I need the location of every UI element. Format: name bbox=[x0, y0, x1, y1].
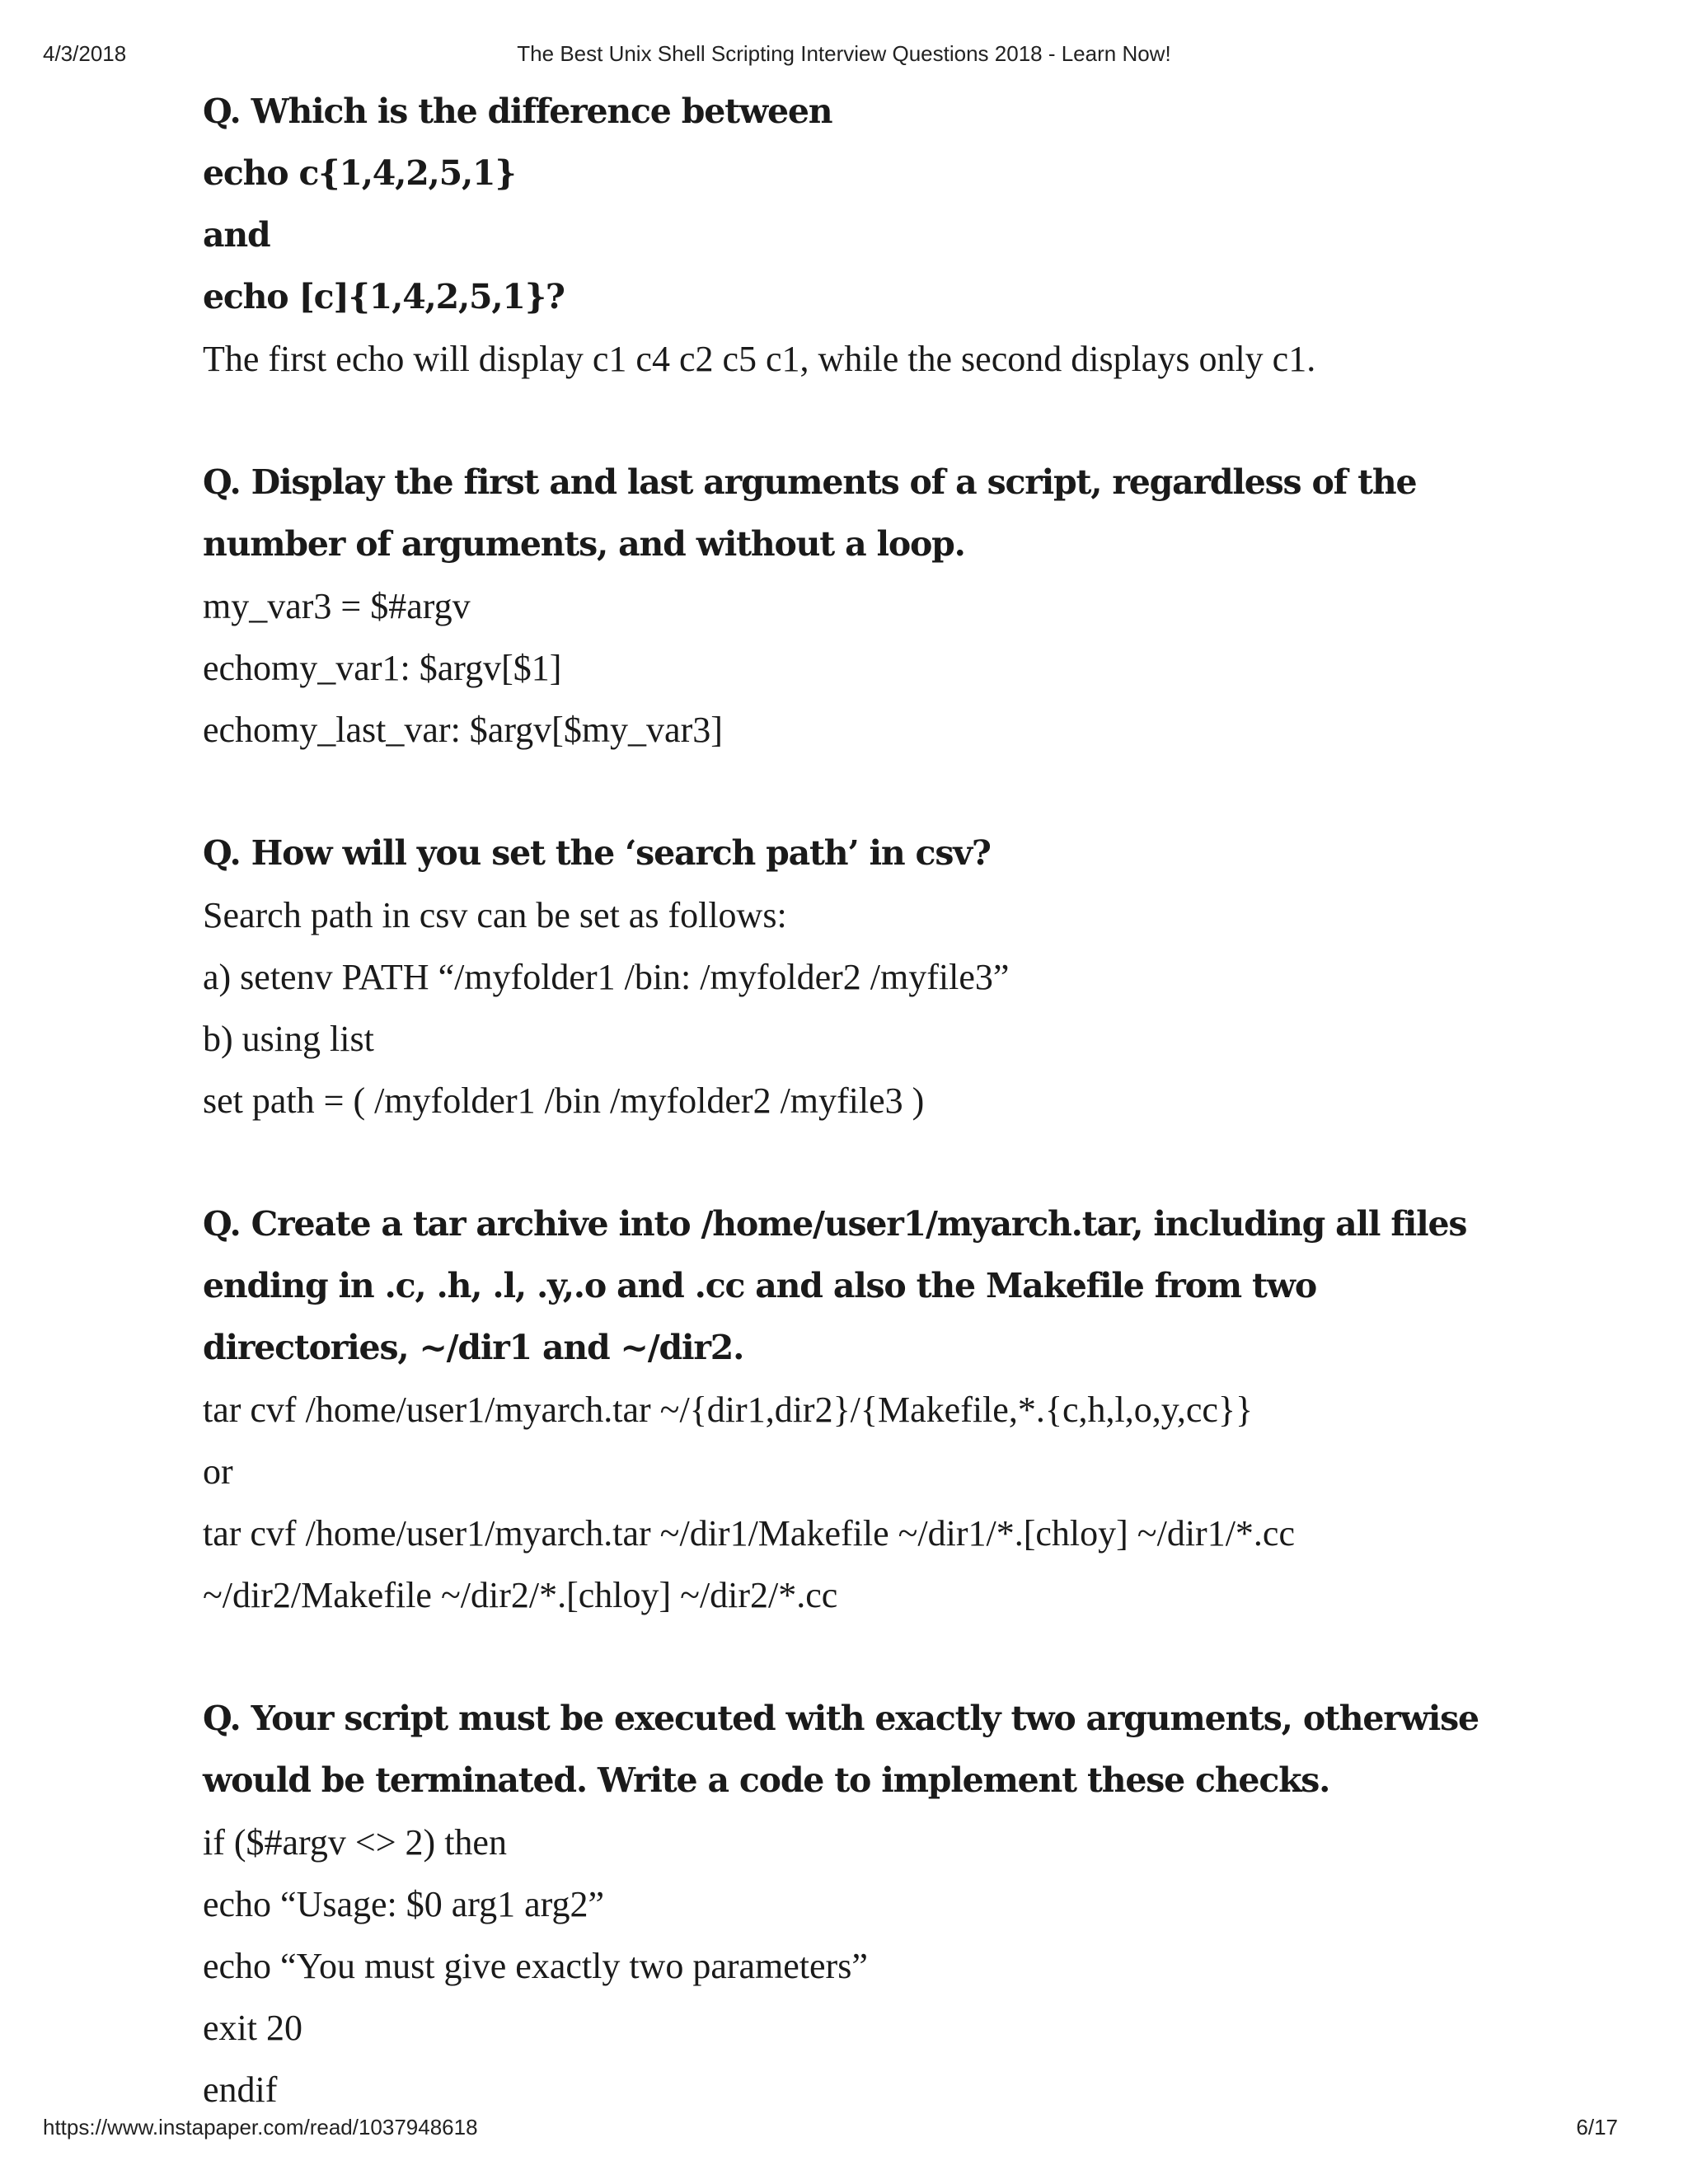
answer-line: or bbox=[203, 1451, 233, 1492]
answer-line: echo “Usage: $0 arg1 arg2” bbox=[203, 1884, 605, 1924]
answer-line: tar cvf /home/user1/myarch.tar ~/{dir1,dir2}/{Makefile,*.{c,h,l,o,y,cc}} bbox=[203, 1390, 1254, 1430]
answer-line: tar cvf /home/user1/myarch.tar ~/dir1/Makefile ~/dir1/*.[chloy] ~/dir1/*.cc bbox=[203, 1513, 1295, 1554]
answer-line: echo “You must give exactly two parameters” bbox=[203, 1946, 868, 1986]
question-line: number of arguments, and without a loop. bbox=[203, 524, 965, 564]
answer-line: echomy_last_var: $argv[$my_var3] bbox=[203, 710, 723, 750]
question-line: Q. Create a tar archive into /home/user1/myarch.tar, including all files bbox=[203, 1204, 1467, 1244]
question-line: echo c{1,4,2,5,1} bbox=[203, 153, 516, 193]
question-line: echo [c]{1,4,2,5,1}? bbox=[203, 277, 565, 316]
question-line: ending in .c, .h, .l, .y,.o and .cc and also the Makefile from two bbox=[203, 1266, 1316, 1305]
qa-item bbox=[203, 823, 1489, 1132]
article-body bbox=[203, 81, 1489, 2121]
question-line: would be terminated. Write a code to implement these checks. bbox=[203, 1760, 1330, 1800]
print-date: 4/3/2018 bbox=[43, 41, 127, 66]
answer-line: b) using list bbox=[203, 1019, 374, 1059]
answer-line: my_var3 = $#argv bbox=[203, 586, 471, 626]
print-footer bbox=[0, 2115, 1688, 2143]
print-url: https://www.instapaper.com/read/1037948618 bbox=[43, 2115, 478, 2139]
answer-line: set path = ( /myfolder1 /bin /myfolder2 /myfile3 ) bbox=[203, 1080, 925, 1121]
question-line: Q. Which is the difference between bbox=[203, 91, 832, 131]
page-number: 6/17 bbox=[1576, 2115, 1618, 2139]
qa-item bbox=[203, 81, 1489, 390]
question-line: Q. Your script must be executed with exactly two arguments, otherwise bbox=[203, 1699, 1479, 1738]
question-line: Q. How will you set the ‘search path’ in csv? bbox=[203, 833, 991, 873]
answer-line: echomy_var1: $argv[$1] bbox=[203, 648, 562, 688]
qa-item bbox=[203, 452, 1489, 761]
answer-line: a) setenv PATH “/myfolder1 /bin: /myfolder2 /myfile3” bbox=[203, 957, 1010, 997]
answer-line: exit 20 bbox=[203, 2008, 302, 2048]
answer-line: ~/dir2/Makefile ~/dir2/*.[chloy] ~/dir2/*.cc bbox=[203, 1575, 838, 1615]
qa-item bbox=[203, 1688, 1489, 2121]
answer-line: The first echo will display c1 c4 c2 c5 c1, while the second displays only c1. bbox=[203, 339, 1316, 379]
question-line: and bbox=[203, 215, 270, 255]
qa-item bbox=[203, 1193, 1489, 1626]
print-header bbox=[0, 41, 1688, 69]
answer-line: Search path in csv can be set as follows: bbox=[203, 895, 787, 935]
print-page-title: The Best Unix Shell Scripting Interview Questions 2018 - Learn Now! bbox=[517, 41, 1171, 66]
answer-line: if ($#argv <> 2) then bbox=[203, 1822, 507, 1863]
question-line: directories, ~/dir1 and ~/dir2. bbox=[203, 1328, 744, 1367]
answer-line: endif bbox=[203, 2069, 278, 2110]
question-line: Q. Display the first and last arguments of a script, regardless of the bbox=[203, 462, 1417, 502]
